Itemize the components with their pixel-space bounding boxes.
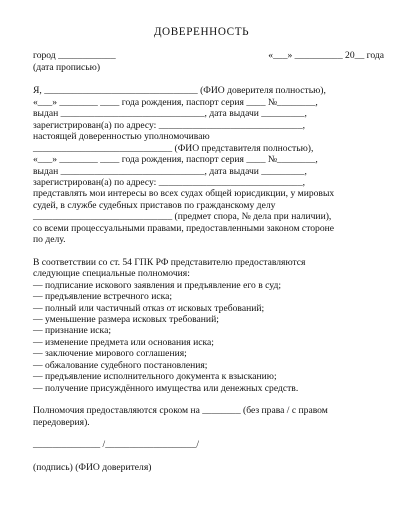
paragraph-line: представлять мои интересы во всех судах общей юрисдикции, у мировых [33,188,335,200]
paragraph-line: Я, ________________________________ (ФИО доверителя полностью), [33,85,326,97]
signature-note: (подпись) (ФИО доверителя) [33,461,152,473]
term-line: Полномочия предоставляются сроком на ________ (без права / с правом [33,405,328,417]
power-item: — предъявление исполнительного документа к взысканию; [33,371,277,383]
power-item: — изменение предмета или основания иска; [33,336,214,348]
term-line: передоверия). [33,416,90,428]
power-item: — подписание искового заявления и предъявление его в суд; [33,279,282,291]
paragraph-line: _____________________________ (предмет спора, № дела при наличии), [33,211,332,223]
power-item: — признание иска; [33,325,111,337]
city-date-row [33,50,384,61]
paragraph-line: _____________________________ (ФИО представителя полностью), [33,142,314,154]
paragraph-line: «___» ________ ____ года рождения, паспорт серия ____ №________, [33,96,318,108]
power-item: — обжалование судебного постановления; [33,359,208,371]
power-item: — получение присуждённого имущества или денежных средств. [33,382,299,394]
city-line: город ____________ [33,50,116,62]
paragraph-line: выдан ______________________________, дата выдачи _________, [33,108,307,120]
signature-line: ______________ /___________________/ [33,439,200,451]
powers-section [33,257,384,394]
paragraph-line: зарегистрирован(а) по адресу: ______________________________, [33,176,306,188]
paragraph-line: судей, в службе судебных приставов по гражданскому делу [33,199,276,211]
powers-intro-line: В соответствии со ст. 54 ГПК РФ представителю предоставляются [33,256,306,268]
power-item: — предъявление встречного иска; [33,291,173,303]
term-section [33,405,384,428]
principal-section [33,85,384,245]
power-item: — уменьшение размера исковых требований; [33,313,219,325]
power-item: — заключение мирового соглашения; [33,348,187,360]
date-note: (дата прописью) [33,61,101,73]
paragraph-line: настоящей доверенностью уполномочиваю [33,131,210,143]
paragraph-line: выдан ______________________________, дата выдачи _________, [33,165,307,177]
paragraph-line: по делу. [33,234,66,246]
signature-section [33,439,384,473]
paragraph-line: зарегистрирован(а) по адресу: ______________________________, [33,119,306,131]
date-line: «___» __________ 20__ года [268,50,384,62]
power-item: — полный или частичный отказ от исковых требований; [33,302,265,314]
paragraph-line: «___» ________ ____ года рождения, паспорт серия ____ №________, [33,154,318,166]
powers-intro-line: следующие специальные полномочия: [33,268,190,280]
paragraph-line: со всеми процессуальными правами, предоставленными законом стороне [33,222,335,234]
document-title: ДОВЕРЕННОСТЬ [153,26,250,38]
